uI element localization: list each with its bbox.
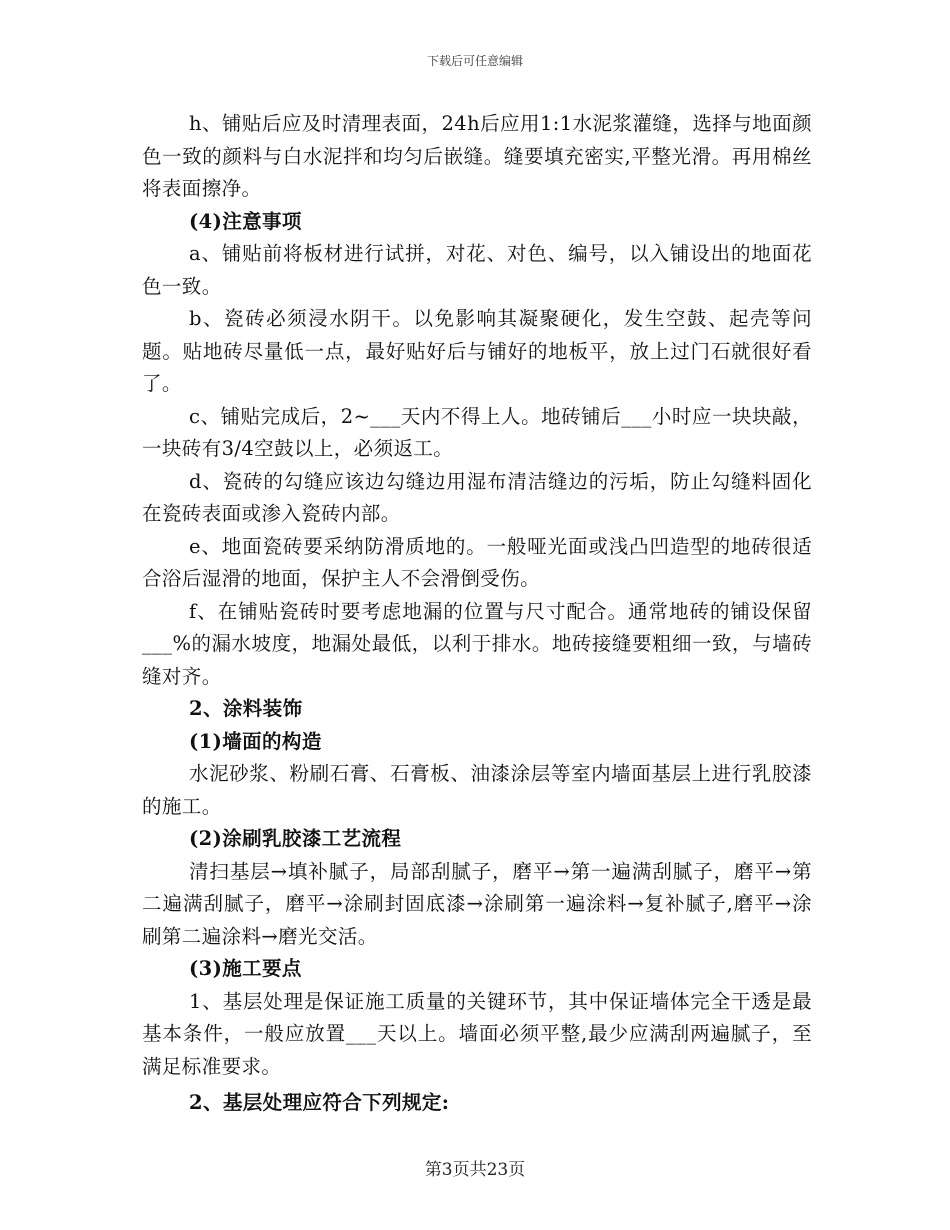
section-title-base: 2、基层处理应符合下列规定: — [189, 1091, 450, 1114]
heading-notes: (4)注意事项 — [189, 209, 302, 233]
paragraph-f: f、在铺贴瓷砖时要考虑地漏的位置与尺寸配合。通常地砖的铺设保留___%的漏水坡度，地漏处最低，以利于排水。地砖接缝要粗细一致，与墙砖缝对齐。 — [142, 599, 812, 688]
paragraph-d: d、瓷砖的勾缝应该边勾缝边用湿布清洁缝边的污垢，防止勾缝料固化在瓷砖表面或渗入瓷砖内部。 — [142, 469, 812, 525]
page-header: 下载后可任意编辑 — [426, 54, 523, 68]
section-title-coating: 2、涂料装饰 — [189, 697, 303, 720]
heading-key-points: (3)施工要点 — [189, 957, 302, 980]
heading-process: (2)涂刷乳胶漆工艺流程 — [189, 827, 402, 850]
paragraph-wall: 水泥砂浆、粉刷石膏、石膏板、油漆涂层等室内墙面基层上进行乳胶漆的施工。 — [142, 762, 812, 818]
paragraph-process: 清扫基层→填补腻子，局部刮腻子，磨平→第一遍满刮腻子，磨平→第二遍满刮腻子，磨平→涂刷封固底漆→涂刷第一遍涂料→复补腻子,磨平→涂刷第二遍涂料→磨光交活。 — [142, 859, 812, 948]
document-body — [142, 108, 812, 1120]
paragraph-a: a、铺贴前将板材进行试拼，对花、对色、编号，以入铺设出的地面花色一致。 — [142, 242, 812, 298]
heading-wall-structure: (1)墙面的构造 — [189, 729, 322, 753]
paragraph-b: b、瓷砖必须浸水阴干。以免影响其凝聚硬化，发生空鼓、起壳等问题。贴地砖尽量低一点，最好贴好后与铺好的地板平，放上过门石就很好看了。 — [142, 307, 812, 395]
paragraph-e: e、地面瓷砖要采纳防滑质地的。一般哑光面或浅凸凹造型的地砖很适合浴后湿滑的地面，保护主人不会滑倒受伤。 — [142, 534, 812, 590]
paragraph-h: h、铺贴后应及时清理表面，24h后应用1:1水泥浆灌缝，选择与地面颜色一致的颜料与白水泥拌和均匀后嵌缝。缝要填充密实,平整光滑。再用棉丝将表面擦净。 — [142, 112, 812, 200]
paragraph-c: c、铺贴完成后，2~___天内不得上人。地砖铺后___小时应一块块敲，一块砖有3/4空鼓以上，必须返工。 — [142, 404, 812, 460]
page-footer: 第3页共23页 — [424, 1160, 526, 1180]
paragraph-1: 1、基层处理是保证施工质量的关键环节，其中保证墙体完全干透是最基本条件，一般应放置___天以上。墙面必须平整,最少应满刮两遍腻子，至满足标准要求。 — [142, 989, 812, 1078]
